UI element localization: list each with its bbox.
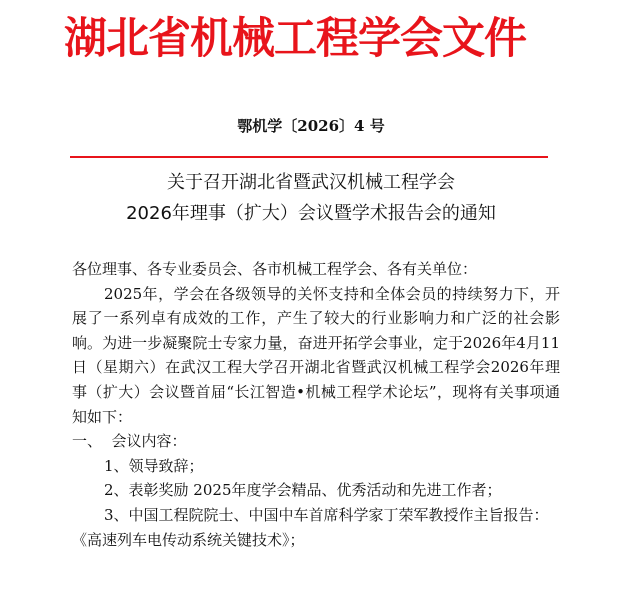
notice-body <box>72 257 560 552</box>
list-item: 1、领导致辞； <box>104 456 204 475</box>
intro-paragraph: 2025年，学会在各级领导的关怀支持和全体会员的持续努力下，开展了一系列卓有成效的工作，产生了较大的行业影响力和广泛的社会影响。为进一步凝聚院士专家力量，奋进开拓学会事业，定于2026年4月11日（星期六）在武汉工程大学召开湖北省暨武汉机械工程学会2026年理事（扩大）会议暨首届“长江智造•机械工程学术论坛”，现将有关事项通知如下： <box>72 284 560 426</box>
notice-title-line-2: 2026年理事（扩大）会议暨学术报告会的通知 <box>126 203 496 224</box>
salutation: 各位理事、各专业委员会、各市机械工程学会、各有关单位： <box>72 260 478 278</box>
list-item: 2、表彰奖励 2025年度学会精品、优秀活动和先进工作者； <box>104 481 502 500</box>
report-title: 《高速列车电传动系统关键技术》； <box>72 530 305 549</box>
org-title-masthead: 湖北省机械工程学会文件 <box>64 14 526 64</box>
red-divider-line <box>70 156 548 158</box>
section-heading-meeting-content: 一、 会议内容： <box>72 432 187 451</box>
list-item: 3、中国工程院院士、中国中车首席科学家丁荣军教授作主旨报告： <box>104 505 549 524</box>
notice-title-line-1: 关于召开湖北省暨武汉机械工程学会 <box>167 172 455 193</box>
document-number: 鄂机学〔2026〕4 号 <box>237 117 385 135</box>
